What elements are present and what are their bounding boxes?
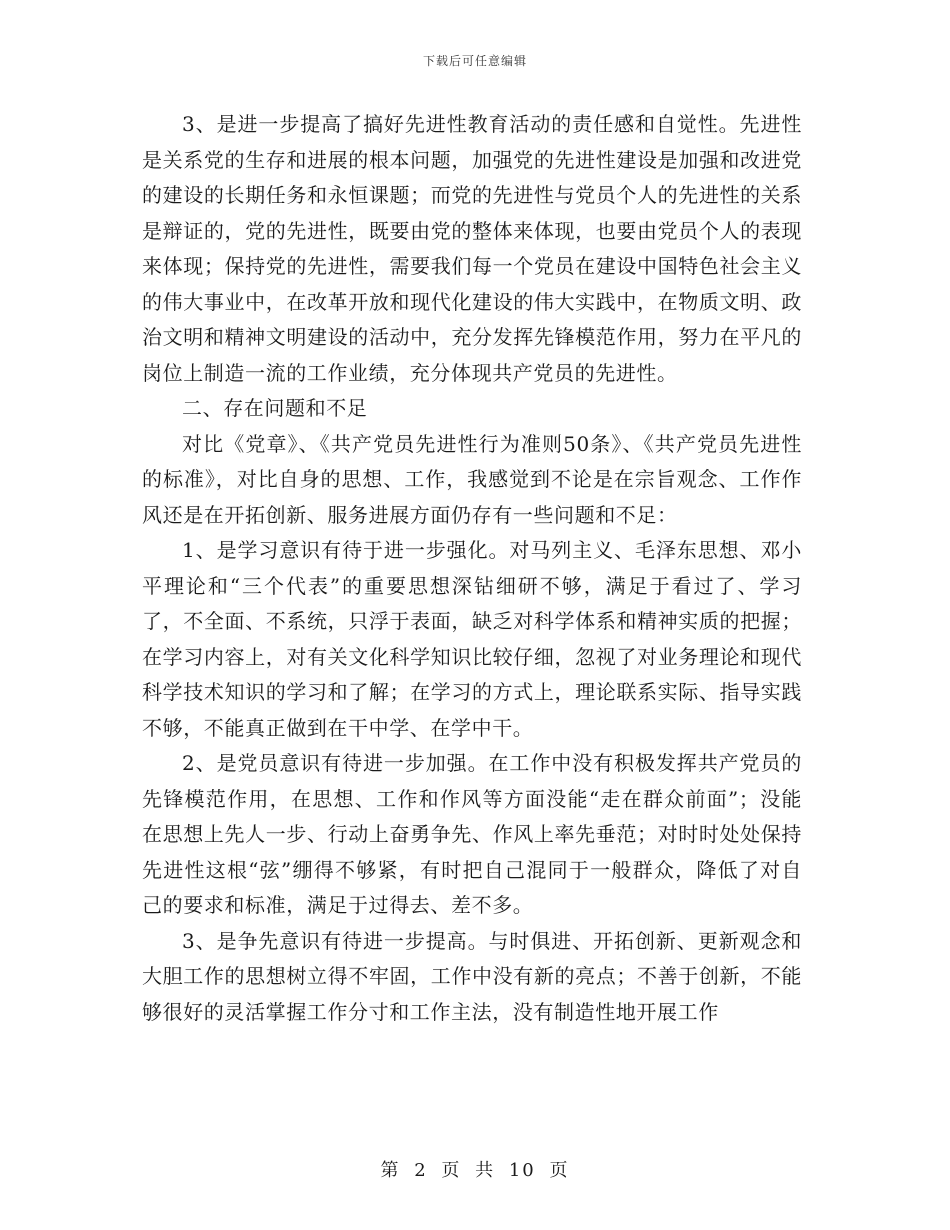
- section-heading: 二、存在问题和不足: [182, 396, 368, 420]
- paragraph-2: 对比《党章》、《共产党员先进性行为准则50条》、《共产党员先进性的标准》，对比自身的思想、工作，我感觉到不论是在宗旨观念、工作作风还是在开拓创新、服务进展方面仍存有一些问题和不足：: [142, 431, 802, 527]
- paragraph-1: 3、是进一步提高了搞好先进性教育活动的责任感和自觉性。先进性是关系党的生存和进展的根本问题，加强党的先进性建设是加强和改进党的建设的长期任务和永恒课题；而党的先进性与党员个人的先进性的关系是辩证的，党的先进性，既要由党的整体来体现，也要由党员个人的表现来体现；保持党的先进性，需要我们每一个党员在建设中国特色社会主义的伟大事业中，在改革开放和现代化建设的伟大实践中，在物质文明、政治文明和精神文明建设的活动中，充分发挥先锋模范作用，努力在平凡的岗位上制造一流的工作业绩，充分体现共产党员的先进性。: [142, 112, 802, 385]
- paragraph-3: 1、是学习意识有待于进一步强化。对马列主义、毛泽东思想、邓小平理论和“三个代表”的重要思想深钻细研不够，满足于看过了、学习了，不全面、不系统，只浮于表面，缺乏对科学体系和精神实质的把握；在学习内容上，对有关文化科学知识比较仔细，忽视了对业务理论和现代科学技术知识的学习和了解；在学习的方式上，理论联系实际、指导实践不够，不能真正做到在干中学、在学中干。: [142, 538, 802, 740]
- header-note: 下载后可任意编辑: [422, 54, 527, 68]
- document-body: [142, 107, 802, 1030]
- paragraph-4: 2、是党员意识有待进一步加强。在工作中没有积极发挥共产党员的先锋模范作用，在思想、工作和作风等方面没能“走在群众前面”；没能在思想上先人一步、行动上奋勇争先、作风上率先垂范；对时时处处保持先进性这根“弦”绷得不够紧，有时把自己混同于一般群众，降低了对自己的要求和标准，满足于过得去、差不多。: [142, 751, 802, 917]
- page-number-footer: 第 2 页 共 10 页: [380, 1160, 570, 1181]
- paragraph-5: 3、是争先意识有待进一步提高。与时俱进、开拓创新、更新观念和大胆工作的思想树立得不牢固，工作中没有新的亮点；不善于创新，不能够很好的灵活掌握工作分寸和工作主法，没有制造性地开展工作: [142, 928, 802, 1024]
